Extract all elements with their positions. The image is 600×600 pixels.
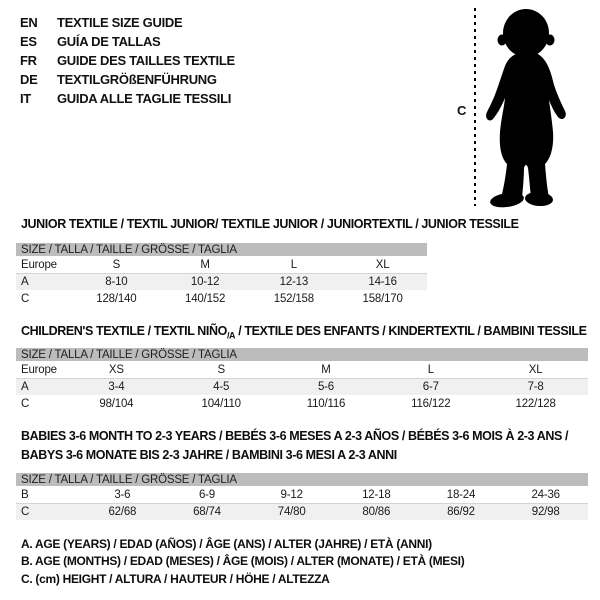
size-header-bar: SIZE / TALLA / TAILLE / GRÖSSE / TAGLIA — [16, 473, 588, 486]
language-code: ES — [20, 34, 37, 49]
age-cell: 12-18 — [362, 488, 391, 501]
age-cell: 6-9 — [198, 488, 215, 501]
toddler-silhouette-icon — [481, 6, 575, 208]
height-cell: 116/122 — [411, 397, 451, 410]
size-cell: M — [321, 363, 331, 376]
age-cell: 3-4 — [108, 381, 125, 393]
language-title: TEXTILE SIZE GUIDE — [57, 15, 183, 30]
row-label: C — [21, 397, 30, 410]
babies-size-table — [16, 473, 588, 520]
language-row-de — [20, 70, 235, 89]
age-cell: 8-10 — [105, 276, 128, 288]
height-cell: 122/128 — [515, 397, 556, 410]
language-code: FR — [20, 53, 37, 68]
language-title: GUÍA DE TALLAS — [57, 34, 161, 49]
height-cell: 92/98 — [531, 506, 560, 518]
language-title: GUIDE DES TAILLES TEXTILE — [57, 53, 235, 68]
age-cell: 9-12 — [280, 488, 303, 501]
junior-table-title: JUNIOR TEXTILE / TEXTIL JUNIOR/ TEXTILE JUNIOR / JUNIORTEXTIL / JUNIOR TESSILE — [21, 217, 519, 231]
table-row-age-months — [16, 486, 588, 503]
size-header-bar: SIZE / TALLA / TAILLE / GRÖSSE / TAGLIA — [16, 348, 588, 361]
size-cell: L — [427, 363, 434, 376]
age-cell: 7-8 — [527, 381, 544, 393]
language-row-it — [20, 89, 235, 108]
table-row-height — [16, 395, 588, 412]
height-cell: 104/110 — [201, 397, 241, 410]
row-label: B — [21, 488, 29, 501]
height-cell: 62/68 — [108, 506, 137, 518]
height-cell: 74/80 — [277, 506, 306, 518]
children-table-title — [21, 324, 587, 341]
size-header-bar: SIZE / TALLA / TAILLE / GRÖSSE / TAGLIA — [16, 243, 427, 256]
babies-table-title — [21, 427, 581, 465]
language-title: TEXTILGRÖßENFÜHRUNG — [57, 72, 217, 87]
row-label: Europe — [21, 258, 57, 271]
age-cell: 18-24 — [446, 488, 476, 501]
table-row-age — [16, 378, 588, 395]
age-cell: 5-6 — [317, 381, 334, 393]
height-cell: 128/140 — [96, 292, 137, 305]
legend-line-c: C. (cm) HEIGHT / ALTURA / HAUTEUR / HÖHE / ALTEZZA — [21, 571, 330, 586]
children-title-post: / TEXTILE DES ENFANTS / KINDERTEXTIL / BAMBINI TESSILE — [235, 324, 587, 338]
language-row-es — [20, 32, 235, 51]
size-cell: XL — [528, 363, 543, 376]
age-cell: 6-7 — [422, 381, 439, 393]
age-cell: 3-6 — [114, 488, 131, 501]
row-label: A — [21, 276, 29, 288]
children-title-sub: /A — [226, 330, 236, 341]
age-cell: 4-5 — [213, 381, 230, 393]
babies-title-line1: BABIES 3-6 MONTH TO 2-3 YEARS / BEBÉS 3-6 MESES A 2-3 AÑOS / BÉBÉS 3-6 MOIS À 2-3 ANS / — [21, 429, 569, 443]
size-cell: XL — [375, 258, 390, 271]
legend-line-a: A. AGE (YEARS) / EDAD (AÑOS) / ÂGE (ANS) / ALTER (JAHRE) / ETÀ (ANNI) — [21, 537, 432, 551]
size-cell: S — [112, 258, 121, 271]
language-title-list — [20, 13, 235, 108]
legend-line-b: B. AGE (MONTHS) / EDAD (MESES) / ÂGE (MOIS) / ALTER (MONATE) / ETÀ (MESI) — [21, 554, 465, 569]
height-cell: 80/86 — [362, 506, 391, 518]
size-cell: S — [217, 363, 225, 376]
age-cell: 10-12 — [190, 276, 220, 288]
height-marker-label: C — [457, 103, 467, 118]
children-title-pre: CHILDREN'S TEXTILE / TEXTIL NIÑO — [21, 324, 227, 338]
age-cell: 24-36 — [531, 488, 560, 501]
language-row-fr — [20, 51, 235, 70]
height-cell: 158/170 — [362, 292, 403, 305]
height-cell: 140/152 — [185, 292, 226, 305]
height-cell: 152/158 — [273, 292, 314, 305]
children-size-table — [16, 348, 588, 412]
height-cell: 110/116 — [306, 397, 346, 410]
table-row-europe — [16, 256, 427, 273]
height-cell: 68/74 — [193, 506, 221, 518]
language-code: EN — [20, 15, 38, 30]
height-cell: 98/104 — [99, 397, 134, 410]
table-row-europe — [16, 361, 588, 378]
table-row-age — [16, 273, 427, 290]
row-label: Europe — [21, 363, 57, 376]
table-row-height — [16, 290, 427, 307]
junior-size-table — [16, 243, 427, 307]
row-label: C — [21, 292, 30, 305]
row-label: A — [21, 381, 29, 393]
language-row-en — [20, 13, 235, 32]
measurement-legend — [21, 537, 464, 589]
language-code: IT — [20, 91, 31, 106]
table-row-height — [16, 503, 588, 520]
age-cell: 14-16 — [368, 276, 397, 288]
size-cell: M — [200, 258, 210, 271]
size-cell: L — [290, 258, 297, 271]
language-code: DE — [20, 72, 38, 87]
row-label: C — [21, 506, 30, 518]
babies-title-line2: BABYS 3-6 MONATE BIS 2-3 JAHRE / BAMBINI 3-6 MESI A 2-3 ANNI — [21, 448, 397, 462]
height-measure-dashed-line — [474, 8, 476, 206]
language-title: GUIDA ALLE TAGLIE TESSILI — [57, 91, 232, 106]
age-cell: 12-13 — [279, 276, 309, 288]
height-cell: 86/92 — [447, 506, 475, 518]
size-cell: XS — [108, 363, 124, 376]
